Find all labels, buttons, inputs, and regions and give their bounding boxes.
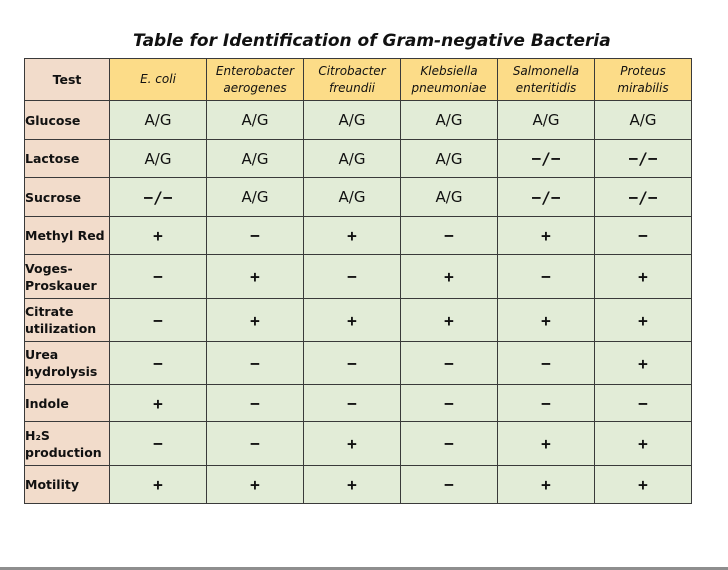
- result-cell: −: [498, 342, 595, 385]
- result-cell: +: [595, 255, 692, 299]
- result-cell: A/G: [110, 101, 207, 140]
- test-name-cell: H₂S production: [25, 422, 110, 466]
- result-cell: +: [498, 217, 595, 255]
- table-row: [25, 466, 692, 504]
- header-row: [25, 59, 692, 101]
- organism-header-salmonella-enteritidis: Salmonella enteritidis: [498, 59, 595, 101]
- test-name-cell: Urea hydrolysis: [25, 342, 110, 385]
- result-cell: −: [401, 466, 498, 504]
- table-row: [25, 178, 692, 217]
- result-cell: A/G: [401, 140, 498, 178]
- result-cell: −: [207, 385, 304, 422]
- result-cell: +: [595, 422, 692, 466]
- test-name-cell: Lactose: [25, 140, 110, 178]
- result-cell: −/−: [498, 178, 595, 217]
- result-cell: +: [304, 466, 401, 504]
- table-row: [25, 422, 692, 466]
- result-cell: +: [498, 466, 595, 504]
- table-row: [25, 342, 692, 385]
- result-cell: +: [207, 466, 304, 504]
- result-cell: −: [304, 342, 401, 385]
- result-cell: −/−: [595, 140, 692, 178]
- result-cell: A/G: [207, 101, 304, 140]
- result-cell: −/−: [595, 178, 692, 217]
- test-name-cell: Voges-Proskauer: [25, 255, 110, 299]
- result-cell: +: [207, 299, 304, 342]
- test-column-header: Test: [25, 59, 110, 101]
- result-cell: −: [401, 422, 498, 466]
- result-cell: −/−: [498, 140, 595, 178]
- test-name-cell: Sucrose: [25, 178, 110, 217]
- result-cell: A/G: [595, 101, 692, 140]
- result-cell: A/G: [401, 101, 498, 140]
- result-cell: −: [110, 422, 207, 466]
- result-cell: −: [595, 385, 692, 422]
- result-cell: A/G: [498, 101, 595, 140]
- table-row: [25, 385, 692, 422]
- table-row: [25, 255, 692, 299]
- result-cell: −: [401, 385, 498, 422]
- result-cell: +: [498, 422, 595, 466]
- result-cell: −: [304, 255, 401, 299]
- organism-header-e-coli: E. coli: [110, 59, 207, 101]
- result-cell: +: [110, 217, 207, 255]
- result-cell: +: [304, 299, 401, 342]
- result-cell: +: [498, 299, 595, 342]
- table-row: [25, 101, 692, 140]
- organism-header-proteus-mirabilis: Proteus mirabilis: [595, 59, 692, 101]
- table-row: [25, 140, 692, 178]
- result-cell: −: [207, 342, 304, 385]
- result-cell: −: [110, 255, 207, 299]
- test-name-cell: Glucose: [25, 101, 110, 140]
- organism-header-citrobacter-freundii: Citrobacter freundii: [304, 59, 401, 101]
- result-cell: −: [498, 385, 595, 422]
- table-row: [25, 299, 692, 342]
- result-cell: +: [304, 422, 401, 466]
- result-cell: −: [207, 422, 304, 466]
- organism-header-klebsiella-pneumoniae: Klebsiella pneumoniae: [401, 59, 498, 101]
- result-cell: +: [110, 385, 207, 422]
- result-cell: A/G: [207, 178, 304, 217]
- result-cell: −: [498, 255, 595, 299]
- table-body: [25, 101, 692, 504]
- test-name-cell: Indole: [25, 385, 110, 422]
- result-cell: +: [110, 466, 207, 504]
- result-cell: −: [401, 217, 498, 255]
- identification-table: [24, 58, 692, 504]
- result-cell: +: [595, 466, 692, 504]
- result-cell: A/G: [304, 101, 401, 140]
- result-cell: −: [401, 342, 498, 385]
- result-cell: +: [401, 255, 498, 299]
- table-row: [25, 217, 692, 255]
- test-name-cell: Citrate utilization: [25, 299, 110, 342]
- result-cell: −: [595, 217, 692, 255]
- result-cell: −: [110, 299, 207, 342]
- result-cell: A/G: [304, 140, 401, 178]
- test-name-cell: Methyl Red: [25, 217, 110, 255]
- result-cell: A/G: [110, 140, 207, 178]
- result-cell: A/G: [207, 140, 304, 178]
- result-cell: +: [595, 299, 692, 342]
- result-cell: −/−: [110, 178, 207, 217]
- result-cell: +: [207, 255, 304, 299]
- result-cell: +: [304, 217, 401, 255]
- result-cell: +: [595, 342, 692, 385]
- result-cell: −: [207, 217, 304, 255]
- result-cell: A/G: [304, 178, 401, 217]
- result-cell: −: [304, 385, 401, 422]
- result-cell: A/G: [401, 178, 498, 217]
- result-cell: −: [110, 342, 207, 385]
- result-cell: +: [401, 299, 498, 342]
- test-name-cell: Motility: [25, 466, 110, 504]
- organism-header-enterobacter-aerogenes: Enterobacter aerogenes: [207, 59, 304, 101]
- table-title: Table for Identification of Gram-negative Bacteria: [133, 31, 611, 51]
